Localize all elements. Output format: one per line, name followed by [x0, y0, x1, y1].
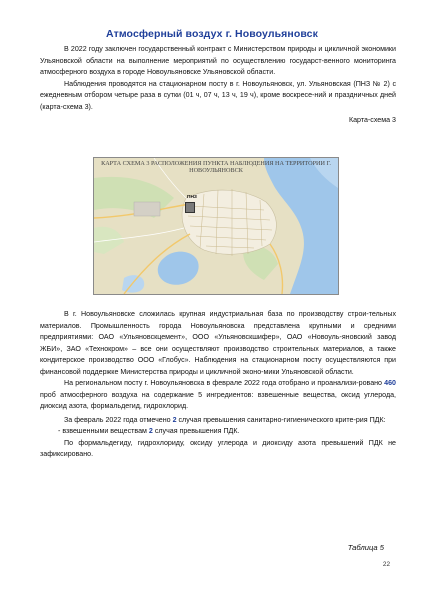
sampling-count: 460: [384, 379, 396, 387]
exceed-paragraph: [40, 415, 396, 427]
sampling-text-before: На региональном посту г. Новоульяновска в феврале 2022 года отобрано и проанализи-ровано: [64, 379, 385, 387]
table-label: Таблица 5: [347, 543, 384, 552]
page-number: 22: [382, 561, 390, 568]
intro-paragraph-2: Наблюдения проводятся на стационарном посту в г. Новоульяновск, ул. Ульяновская (ПНЗ № 2) с ежедневным отбором четыре раза в сутки (01 ч, 07 ч, 13 ч, 19 ч), кроме воскресе-ний и праздничных дней (карта-схема 3).: [40, 79, 396, 111]
map-caption-label: Карта-схема 3: [348, 116, 396, 124]
exceed-text-after: случая превышения санитарно-гигиенического крите-рия ПДК:: [176, 415, 386, 424]
location-map: [93, 157, 339, 295]
intro-text: [40, 44, 396, 127]
body-text: [40, 309, 396, 461]
intro-paragraph-1: В 2022 году заключен государственный контракт с Министерством природы и цикличной экономики Ульяновской области на выполнение мероприятий по осуществлению государст-венного мониторинга атмосферного воздуха в городе Новоульяновске Ульяновской области.: [40, 45, 396, 76]
map-image: [94, 158, 338, 294]
observation-post-marker: [185, 202, 195, 213]
observation-post-label: ПНЗ: [187, 195, 197, 200]
industry-paragraph: В г. Новоульяновске сложилась крупная индустриальная база по производству строи-тельных материалов. Промышленность города Новоульяновска представлена крупными и средними предприятиями: ОАО «Ульяновскцемент», ООО «Ульяновскшифер», ОАО «Новоуль-яновский завод ЖБИ», ЗАО «Технокром» – все они осуществляют производство строительных материалов, а также кондитерское производство ООО «Глобус». Наблюдения на стационарном посту осуществляются при финансовой поддержке Министерства природы и цикличной эконо-мики Ульяновской области.: [40, 310, 396, 376]
sampling-text-after: проб атмосферного воздуха на содержание 5 ингредиентов: взвешенные вещества, оксид углерода, диоксид азота, формальдегид, гидрохлорид.: [40, 390, 396, 410]
exceed-item-before: - взвешенными веществам: [58, 427, 149, 435]
exceed-count: 2: [172, 415, 177, 424]
exceed-text-before: За февраль 2022 года отмечено: [64, 415, 173, 424]
exceed-item-count: 2: [148, 427, 153, 435]
map-caption: КАРТА СХЕМА 3 РАСПОЛОЖЕНИЯ ПУНКТА НАБЛЮДЕНИЯ НА ТЕРРИТОРИИ Г. НОВОУЛЬЯНОВСК: [101, 160, 331, 174]
final-paragraph: По формальдегиду, гидрохлориду, оксиду углерода и диоксиду азота превышений ПДК не зафиксировано.: [40, 438, 396, 458]
exceed-item-after: случая превышения ПДК.: [152, 427, 240, 435]
page-title: Атмосферный воздух г. Новоульяновск: [106, 28, 318, 40]
exceed-list-item: [40, 426, 396, 438]
sampling-paragraph: [40, 378, 396, 413]
